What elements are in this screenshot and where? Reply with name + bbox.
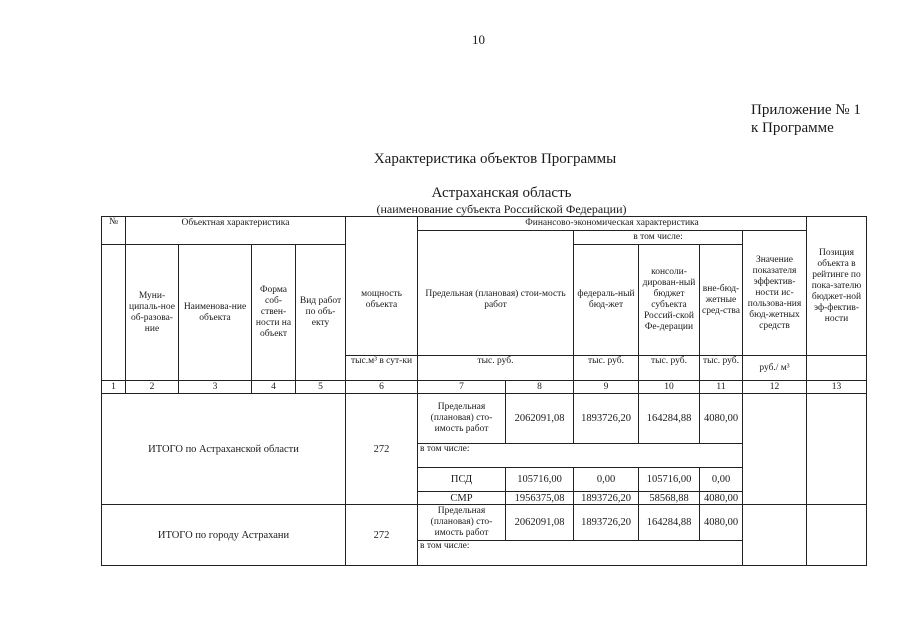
- header-object-name: Наименова-ние объекта: [179, 245, 252, 381]
- header-num: №: [102, 217, 126, 245]
- total-region-smr-label: СМР: [418, 492, 506, 505]
- region-note: (наименование субъекта Российской Федерации): [376, 202, 627, 216]
- total-region-including: в том числе:: [418, 444, 743, 468]
- header-indicator: Значение показателя эффектив-ности ис-пользова-ния бюд-жетных средств: [743, 231, 807, 356]
- header-capacity-spacer: [346, 231, 418, 245]
- total-region-limit-consolidated: 164284,88: [639, 394, 700, 444]
- header-extra-budget: вне-бюд-жетные сред-ства: [700, 245, 743, 356]
- col-number: 10: [639, 381, 700, 394]
- header-including: в том числе:: [574, 231, 743, 245]
- unit-extra: тыс. руб.: [700, 356, 743, 381]
- header-work-type: Вид работ по объ-екту: [296, 245, 346, 381]
- unit-consolidated: тыс. руб.: [639, 356, 700, 381]
- unit-indicator: руб./ м³: [743, 356, 807, 381]
- col-number: 1: [102, 381, 126, 394]
- total-region-rating: [807, 394, 867, 505]
- header-object-group: Объектная характеристика: [126, 217, 346, 231]
- objects-table: [101, 216, 867, 566]
- unit-capacity: тыс.м³ в сут-ки: [346, 356, 418, 381]
- header-ownership: Форма соб-ствен-ности на объект: [252, 245, 296, 381]
- header-object-spacer: [126, 231, 346, 245]
- header-rating: Позиция объекта в рейтинге по пока-зателю бюджет-ной эф-фектив-ности: [807, 217, 867, 356]
- total-region-limit-federal: 1893726,20: [574, 394, 639, 444]
- total-city-capacity: 272: [346, 505, 418, 566]
- col-number: 3: [179, 381, 252, 394]
- header-capacity: мощность объекта: [346, 245, 418, 356]
- total-city-label: ИТОГО по городу Астрахани: [102, 505, 346, 566]
- total-city-limit-label: Предельная (плановая) сто-имость работ: [418, 505, 506, 541]
- header-municipality: Муни-ципаль-ное об-разова-ние: [126, 245, 179, 381]
- unit-cost: тыс. руб.: [418, 356, 574, 381]
- total-region-capacity: 272: [346, 394, 418, 505]
- header-limit-cost: Предельная (плановая) стои-мость работ: [418, 245, 574, 356]
- total-city-indicator: [743, 505, 807, 566]
- total-region-psd-consolidated: 105716,00: [639, 468, 700, 492]
- appendix-line-2: к Программе: [751, 120, 834, 136]
- col-number: 9: [574, 381, 639, 394]
- col-number: 5: [296, 381, 346, 394]
- total-region-smr-extra: 4080,00: [700, 492, 743, 505]
- header-rating-bottom: [807, 356, 867, 381]
- total-region-label: ИТОГО по Астраханской области: [102, 394, 346, 505]
- header-capacity-top: [346, 217, 418, 231]
- total-region-limit-extra: 4080,00: [700, 394, 743, 444]
- appendix-caption: [751, 101, 861, 137]
- header-finance-group: Финансово-экономическая характеристика: [418, 217, 807, 231]
- unit-federal: тыс. руб.: [574, 356, 639, 381]
- total-region-limit-label: Предельная (плановая) сто-имость работ: [418, 394, 506, 444]
- total-region-psd-total: 105716,00: [506, 468, 574, 492]
- appendix-line-1: Приложение № 1: [751, 102, 861, 118]
- col-number: 8: [506, 381, 574, 394]
- total-region-smr-consolidated: 58568,88: [639, 492, 700, 505]
- col-number: 7: [418, 381, 506, 394]
- header-federal: федераль-ный бюд-жет: [574, 245, 639, 356]
- header-consolidated: консоли-дирован-ный бюджет субъекта Россий-ской Фе-дерации: [639, 245, 700, 356]
- total-city-including: в том числе:: [418, 541, 743, 566]
- header-num-bottom: [102, 356, 126, 381]
- page-number: 10: [472, 32, 485, 47]
- col-number: 4: [252, 381, 296, 394]
- total-region-psd-federal: 0,00: [574, 468, 639, 492]
- document-title: Характеристика объектов Программы: [373, 151, 617, 167]
- total-region-smr-federal: 1893726,20: [574, 492, 639, 505]
- total-city-limit-federal: 1893726,20: [574, 505, 639, 541]
- total-city-limit-extra: 4080,00: [700, 505, 743, 541]
- total-city-limit-total: 2062091,08: [506, 505, 574, 541]
- col-number: 12: [743, 381, 807, 394]
- total-region-indicator: [743, 394, 807, 505]
- col-number: 13: [807, 381, 867, 394]
- col-number: 6: [346, 381, 418, 394]
- total-region-psd-extra: 0,00: [700, 468, 743, 492]
- total-city-rating: [807, 505, 867, 566]
- col-number: 2: [126, 381, 179, 394]
- total-region-limit-total: 2062091,08: [506, 394, 574, 444]
- total-city-limit-consolidated: 164284,88: [639, 505, 700, 541]
- col-number: 11: [700, 381, 743, 394]
- header-num-spacer: [102, 245, 126, 356]
- total-region-smr-total: 1956375,08: [506, 492, 574, 505]
- header-cost-spacer: [418, 231, 574, 245]
- total-region-psd-label: ПСД: [418, 468, 506, 492]
- region-name: Астраханская область: [431, 185, 572, 201]
